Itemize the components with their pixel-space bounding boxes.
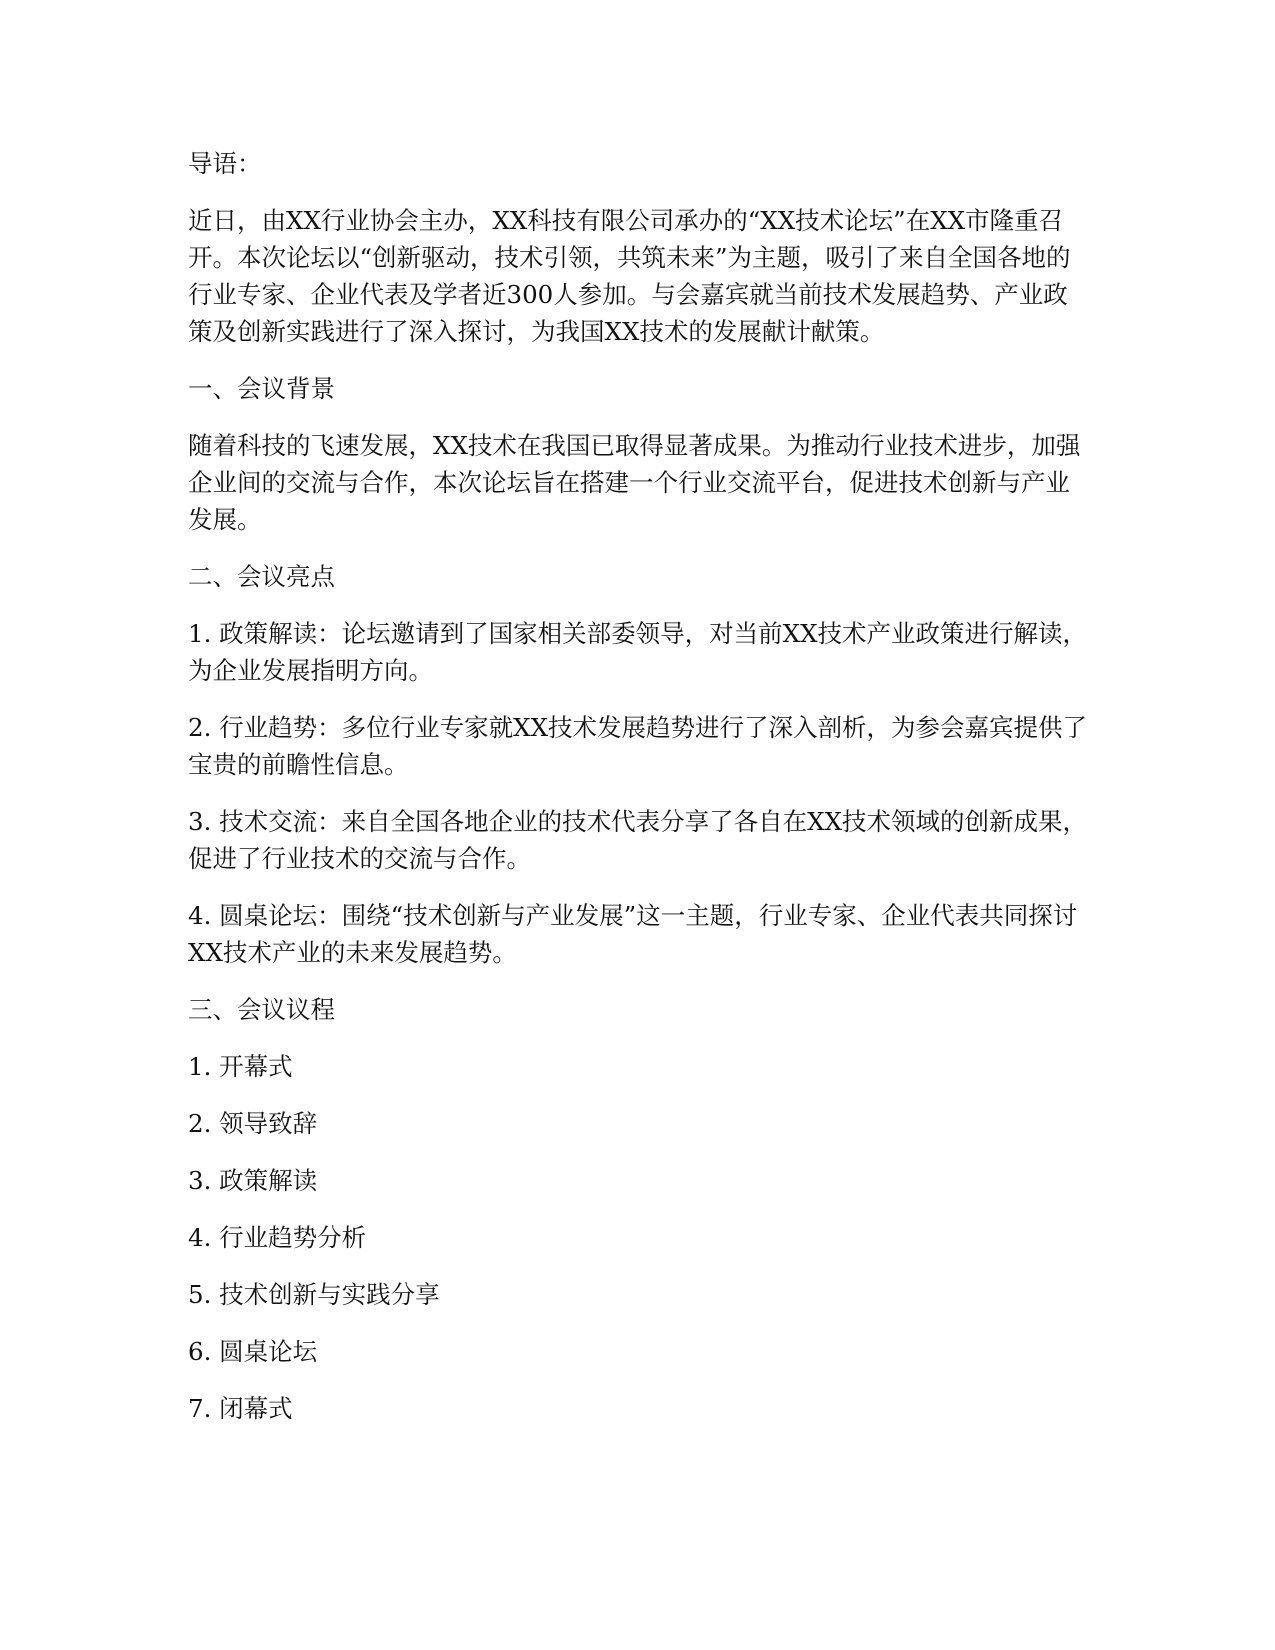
highlight-item: 4. 圆桌论坛：围绕“技术创新与产业发展”这一主题，行业专家、企业代表共同探讨XX技术产业的未来发展趋势。 — [188, 901, 1078, 967]
agenda-item: 3. 政策解读 — [188, 1166, 318, 1195]
highlight-item: 3. 技术交流：来自全国各地企业的技术代表分享了各自在XX技术领域的创新成果，促进了行业技术的交流与合作。 — [188, 807, 1088, 873]
document-body — [188, 145, 1088, 1447]
agenda-item: 4. 行业趋势分析 — [188, 1223, 367, 1252]
background-paragraph: 随着科技的飞速发展，XX技术在我国已取得显著成果。为推动行业技术进步，加强企业间的交流与合作，本次论坛旨在搭建一个行业交流平台，促进技术创新与产业发展。 — [188, 431, 1081, 534]
agenda-item: 7. 闭幕式 — [188, 1394, 293, 1423]
agenda-item: 6. 圆桌论坛 — [188, 1337, 318, 1366]
agenda-item: 5. 技术创新与实践分享 — [188, 1280, 440, 1309]
agenda-item: 1. 开幕式 — [188, 1052, 293, 1081]
agenda-item: 2. 领导致辞 — [188, 1109, 318, 1138]
section-heading-highlights: 二、会议亮点 — [188, 562, 335, 591]
intro-label: 导语： — [188, 149, 262, 178]
section-heading-background: 一、会议背景 — [188, 374, 335, 403]
intro-paragraph: 近日，由XX行业协会主办，XX科技有限公司承办的“XX技术论坛”在XX市隆重召开。本次论坛以“创新驱动，技术引领，共筑未来”为主题，吸引了来自全国各地的行业专家、企业代表及学者近300人参加。与会嘉宾就当前技术发展趋势、产业政策及创新实践进行了深入探讨，为我国XX技术的发展献计献策。 — [188, 206, 1071, 346]
highlight-item: 1. 政策解读：论坛邀请到了国家相关部委领导，对当前XX技术产业政策进行解读，为企业发展指明方向。 — [188, 619, 1088, 685]
highlight-item: 2. 行业趋势：多位行业专家就XX技术发展趋势进行了深入剖析，为参会嘉宾提供了宝贵的前瞻性信息。 — [188, 713, 1088, 779]
section-heading-agenda: 三、会议议程 — [188, 995, 335, 1024]
